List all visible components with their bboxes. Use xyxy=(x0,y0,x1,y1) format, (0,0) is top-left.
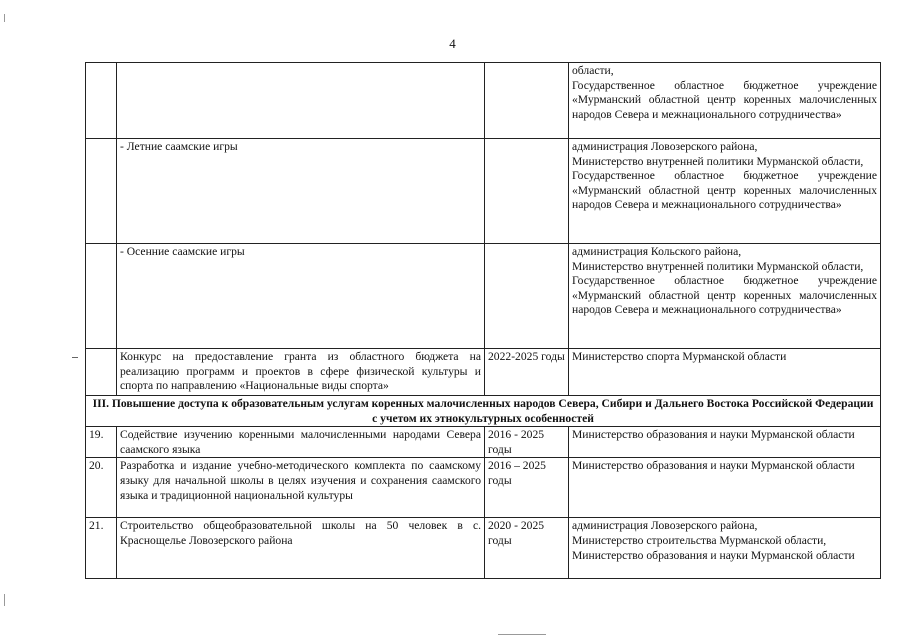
responsible-parties xyxy=(569,427,881,458)
footer-line xyxy=(498,634,546,635)
responsible-line: Министерство внутренней политики Мурманской области, xyxy=(572,154,864,168)
section-heading: III. Повышение доступа к образовательным услугам коренных малочисленных народов Севера, Сибири и Дальнего Востока Российской Федерации с учетом их этнокультурных особенностей xyxy=(86,396,881,427)
period xyxy=(485,139,569,244)
responsible-line: Государственное областное бюджетное учреждение «Мурманский областной центр коренных малочисленных народов Севера и межнационального сотрудничества» xyxy=(572,274,877,317)
responsible-line: Министерство строительства Мурманской области, xyxy=(572,533,827,547)
period: 2016 – 2025 годы xyxy=(485,458,569,518)
event-description: Строительство общеобразовательной школы на 50 человек в с. Краснощелье Ловозерского района xyxy=(117,518,485,579)
table-row xyxy=(86,244,881,349)
row-number xyxy=(86,349,117,396)
period: 2016 - 2025 годы xyxy=(485,427,569,458)
events-table xyxy=(85,62,881,579)
event-description xyxy=(117,63,485,139)
scan-mark-bottom xyxy=(4,594,5,606)
table-row xyxy=(86,458,881,518)
responsible-line: Государственное областное бюджетное учреждение «Мурманский областной центр коренных малочисленных народов Севера и межнационального сотрудничества» xyxy=(572,78,877,121)
event-description: - Летние саамские игры xyxy=(117,139,485,244)
responsible-line: администрация Кольского района, xyxy=(572,245,742,258)
responsible-line: администрация Ловозерского района, xyxy=(572,140,758,153)
row-number: 21. xyxy=(86,518,117,579)
responsible-line: Министерство образования и науки Мурманской области xyxy=(572,548,855,562)
table-row xyxy=(86,427,881,458)
row-number: 20. xyxy=(86,458,117,518)
row-number xyxy=(86,63,117,139)
responsible-parties xyxy=(569,349,881,396)
event-description: Конкурс на предоставление гранта из областного бюджета на реализацию программ и проектов в сфере физической культуры и спорта по направлению «Национальные виды спорта» xyxy=(117,349,485,396)
responsible-parties xyxy=(569,244,881,349)
table-row xyxy=(86,63,881,139)
responsible-line: Министерство образования и науки Мурманской области xyxy=(572,428,855,442)
row-number: 19. xyxy=(86,427,117,458)
responsible-line: Министерство внутренней политики Мурманской области, xyxy=(572,259,864,273)
responsible-parties xyxy=(569,518,881,579)
event-description: - Осенние саамские игры xyxy=(117,244,485,349)
scan-mark-dash xyxy=(72,357,78,358)
period: 2020 - 2025 годы xyxy=(485,518,569,579)
period: 2022-2025 годы xyxy=(485,349,569,396)
table-row xyxy=(86,518,881,579)
table-row xyxy=(86,349,881,396)
scan-mark-top xyxy=(4,14,5,22)
event-description: Разработка и издание учебно-методического комплекта по саамскому языку для начальной школы в целях изучения и сохранения саамского языка и традиционной национальной культуры xyxy=(117,458,485,518)
table-row xyxy=(86,139,881,244)
period xyxy=(485,63,569,139)
responsible-parties xyxy=(569,458,881,518)
page-number: 4 xyxy=(449,36,456,51)
responsible-parties xyxy=(569,139,881,244)
responsible-line: Министерство образования и науки Мурманской области xyxy=(572,459,855,473)
period xyxy=(485,244,569,349)
responsible-parties xyxy=(569,63,881,139)
responsible-line: администрация Ловозерского района, xyxy=(572,519,758,533)
section-row xyxy=(86,396,881,427)
row-number xyxy=(86,244,117,349)
responsible-line: Министерство спорта Мурманской области xyxy=(572,350,787,363)
row-number xyxy=(86,139,117,244)
event-description: Содействие изучению коренными малочисленными народами Севера саамского языка xyxy=(117,427,485,458)
responsible-line: области, xyxy=(572,64,614,77)
responsible-line: Государственное областное бюджетное учреждение «Мурманский областной центр коренных малочисленных народов Севера и межнационального сотрудничества» xyxy=(572,169,877,212)
